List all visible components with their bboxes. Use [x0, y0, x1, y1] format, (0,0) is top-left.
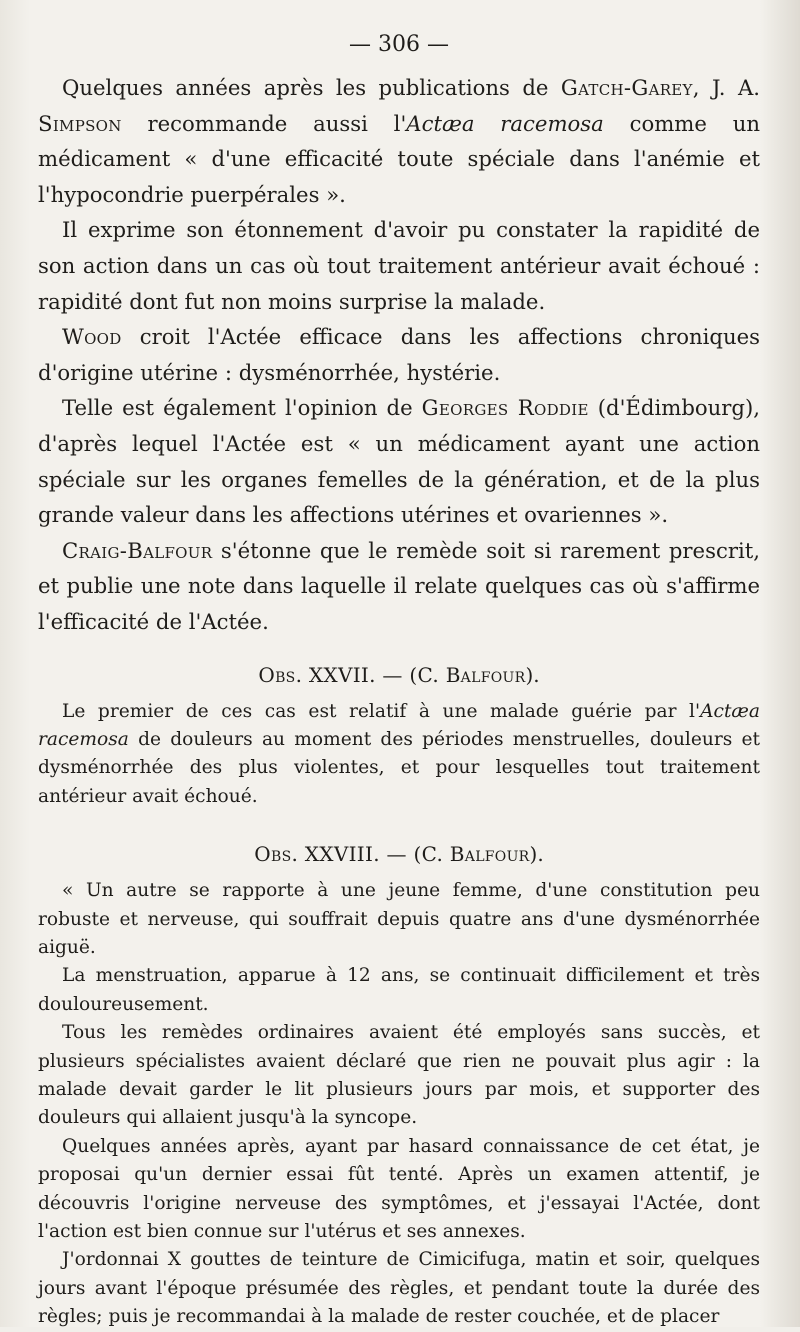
- paragraph-3: Wood croit l'Actée efficace dans les affections chroniques d'origine utérine : dysménorrhée, hystérie.: [38, 324, 760, 385]
- paragraph-11: J'ordonnai X gouttes de teinture de Cimicifuga, matin et soir, quelques jours avant l'époque présumée des règles, et pendant toute la durée des règles; puis je recommandai à la malade de rester couchée, et de placer: [38, 1249, 760, 1328]
- author-name: Georges Roddie: [421, 395, 589, 421]
- main-text: [38, 70, 760, 640]
- case-text-1: [38, 698, 760, 812]
- paragraph-10: Quelques années après, ayant par hasard connaissance de cet état, je proposai qu'un dernier essai fût tenté. Après un examen attentif, je découvris l'origine nerveuse des symptômes, et j'essayai l'Actée, dont l'action est bien connue sur l'utérus et ses annexes.: [38, 1135, 760, 1242]
- paragraph-7: « Un autre se rapporte à une jeune femme, d'une constitution peu robuste et nerveuse, qui souffrait depuis quatre ans d'une dysménorrhée aiguë.: [38, 880, 760, 958]
- plant-name: Actæa racemosa: [38, 700, 760, 750]
- author-name: Simpson: [38, 110, 122, 136]
- paragraph-1: Quelques années après les publications de Gatch-Garey, J. A. Simpson recommande aussi l'Actæa racemosa comme un médicament « d'une efficacité toute spéciale dans l'anémie et l'hypocondrie puerpérales ».: [38, 75, 760, 207]
- observation-heading: Obs. XXVIII. — (C. Balfour).: [254, 842, 544, 867]
- paragraph-4: Telle est également l'opinion de Georges Roddie (d'Édimbourg), d'après lequel l'Actée est « un médicament ayant une action spéciale sur les organes femelles de la génération, et de la plus grande valeur dans les affections utérines et ovariennes ».: [38, 395, 760, 528]
- page-number: — 306 —: [349, 32, 449, 57]
- paragraph-9: Tous les remèdes ordinaires avaient été employés sans succès, et plusieurs spécialistes avaient déclaré que rien ne pouvait plus agir : la malade devait garder le lit plusieurs jours par mois, et supporter des douleurs qui allaient jusqu'à la syncope.: [38, 1022, 760, 1129]
- paragraph-8: La menstruation, apparue à 12 ans, se continuait difficilement et très douloureusement.: [38, 965, 760, 1015]
- plant-name: Actæa racemosa: [406, 110, 604, 136]
- author-name: Gatch-Garey: [560, 75, 693, 100]
- paragraph-5: Craig-Balfour s'étonne que le remède soit si rarement prescrit, et publie une note dans laquelle il relate quelques cas où s'affirme l'efficacité de l'Actée.: [38, 537, 760, 634]
- observation-heading: Obs. XXVII. — (C. Balfour).: [258, 662, 540, 687]
- author-name: Craig-Balfour: [62, 537, 213, 563]
- author-name: Wood: [62, 324, 122, 350]
- case-text-2: [38, 877, 760, 1332]
- paragraph-6: Le premier de ces cas est relatif à une malade guérie par l'Actæa racemosa de douleurs au moment des périodes menstruelles, douleurs et dysménorrhée des plus violentes, et pour lesquelles tout traitement antérieur avait échoué.: [38, 700, 760, 807]
- paragraph-2: Il exprime son étonnement d'avoir pu constater la rapidité de son action dans un cas où tout traitement antérieur avait échoué : rapidité dont fut non moins surprise la malade.: [38, 217, 760, 314]
